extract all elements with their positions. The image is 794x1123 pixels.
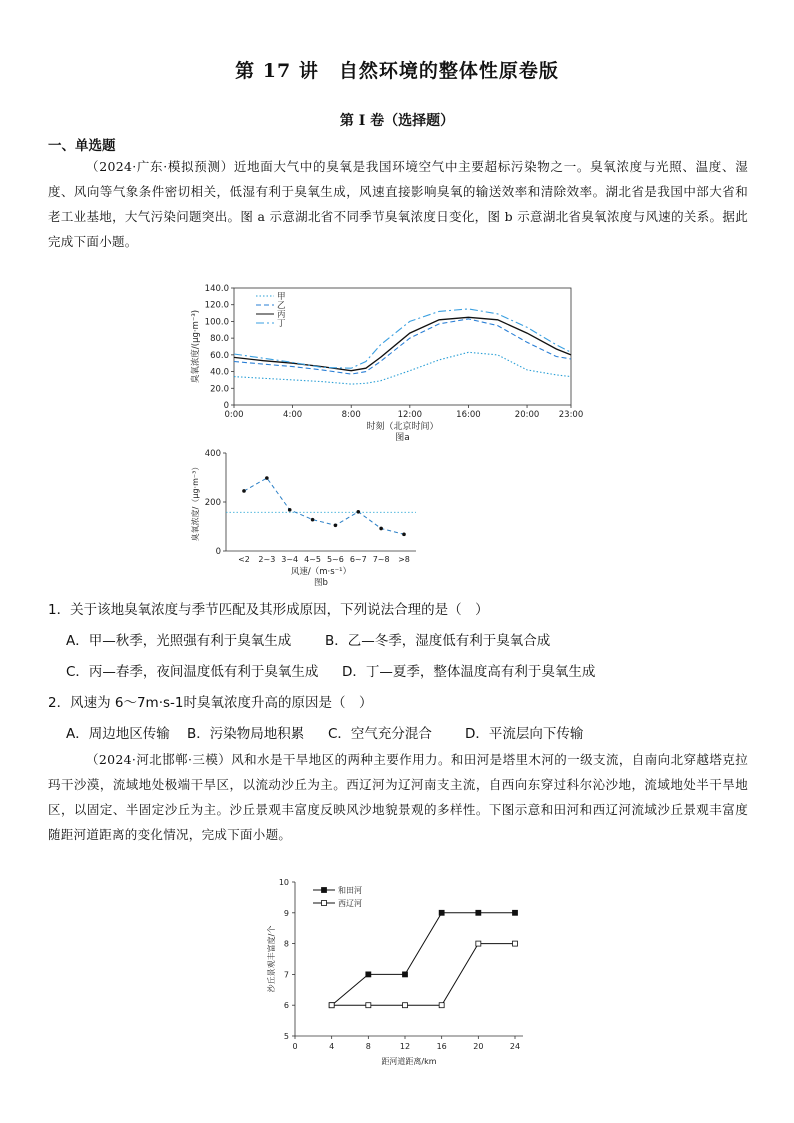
- legend-label: 丁: [277, 319, 286, 329]
- x-tick-label: 4~5: [304, 555, 322, 564]
- question-2-stem: 2．风速为 6～7m·s-1时臭氧浓度升高的原因是（ ）: [48, 695, 373, 711]
- x-tick-label: 16:00: [456, 410, 481, 420]
- series-line-和田河: [332, 913, 515, 1005]
- legend-label: 甲: [277, 292, 286, 302]
- x-tick-label: 7~8: [372, 555, 390, 564]
- data-point: [242, 489, 246, 493]
- y-tick-label: 10: [278, 878, 289, 887]
- y-tick-label: 0: [223, 401, 229, 411]
- x-tick-label: 12:00: [397, 410, 423, 420]
- chart-dune-richness: [260, 872, 530, 1072]
- data-point: [379, 527, 383, 531]
- q2-option-a[interactable]: A．周边地区传输: [66, 726, 170, 742]
- data-point: [265, 476, 269, 480]
- y-tick-label: 8: [283, 939, 289, 949]
- data-point: [334, 523, 338, 527]
- x-axis-label: 风速/（m·s⁻¹）: [290, 567, 352, 577]
- chart-caption: 图b: [314, 578, 328, 588]
- data-point: [439, 910, 444, 915]
- legend-marker: [322, 888, 327, 893]
- x-tick-label: 24: [509, 1042, 521, 1051]
- y-tick-label: 400: [204, 449, 221, 459]
- data-point: [476, 910, 481, 915]
- x-axis-label: 时刻（北京时间）: [366, 422, 439, 432]
- q2-option-d[interactable]: D．平流层向下传输: [465, 726, 584, 742]
- legend-label: 和田河: [338, 886, 362, 895]
- x-tick-label: 23:00: [558, 410, 584, 420]
- y-tick-label: 80.0: [210, 334, 229, 345]
- y-tick-label: 5: [283, 1032, 289, 1041]
- y-axis-label: 臭氧浓度/(μg·m⁻³): [191, 309, 201, 384]
- x-axis-label: 距河道距离/km: [381, 1057, 437, 1066]
- data-point: [476, 941, 481, 946]
- x-tick-label: 3~4: [281, 555, 299, 564]
- y-tick-label: 60.0: [210, 350, 229, 361]
- x-tick-label: 6~7: [349, 555, 367, 564]
- legend-label: 乙: [277, 301, 286, 311]
- q1-option-a[interactable]: A．甲—秋季，光照强有利于臭氧生成: [66, 633, 292, 649]
- x-tick-label: 0: [292, 1042, 298, 1051]
- data-point: [513, 941, 518, 946]
- y-tick-label: 120.0: [204, 300, 229, 311]
- x-tick-label: 4:00: [283, 410, 303, 420]
- chart-a: [186, 280, 606, 445]
- y-tick-label: 40.0: [210, 367, 229, 378]
- x-tick-label: <2: [238, 555, 250, 564]
- data-point: [402, 533, 406, 537]
- data-point: [329, 1003, 334, 1008]
- data-point: [356, 510, 360, 514]
- x-tick-label: 20: [473, 1042, 484, 1051]
- chart-caption: 图a: [395, 433, 410, 443]
- passage-ozone: （2024·广东·模拟预测）近地面大气中的臭氧是我国环境空气中主要超标污染物之一。臭氧浓度与光照、温度、湿度、风向等气象条件密切相关，低湿有利于臭氧生成，风速直接影响臭氧的输送效率和清除效率。湖北省是我国中部大省和老工业基地，大气污染问题突出。图 a 示意湖北省不同季节臭氧浓度日变化，图 b 示意湖北省臭氧浓度与风速的关系。据此完成下面小题。: [48, 159, 748, 249]
- data-point: [366, 972, 371, 977]
- y-tick-label: 20.0: [210, 384, 229, 395]
- data-point: [366, 1003, 371, 1008]
- x-tick-label: 20:00: [514, 410, 540, 420]
- page-title: 第 17 讲 自然环境的整体性原卷版: [235, 60, 559, 82]
- x-tick-label: 2~3: [258, 555, 276, 564]
- x-tick-label: 8:00: [341, 410, 361, 420]
- legend-marker: [322, 901, 327, 906]
- question-1-stem: 1．关于该地臭氧浓度与季节匹配及其形成原因，下列说法合理的是（ ）: [48, 602, 489, 618]
- legend-label: 西辽河: [338, 899, 362, 908]
- y-tick-label: 140.0: [204, 284, 229, 294]
- data-point: [311, 518, 315, 522]
- q1-option-d[interactable]: D．丁—夏季，整体温度高有利于臭氧生成: [342, 664, 596, 680]
- q2-option-c[interactable]: C．空气充分混合: [328, 726, 432, 742]
- y-tick-label: 6: [283, 1001, 289, 1011]
- data-point: [288, 508, 292, 512]
- x-tick-label: 4: [329, 1042, 335, 1051]
- x-tick-label: 8: [365, 1042, 371, 1051]
- y-tick-label: 0: [215, 547, 221, 557]
- passage-dunes: （2024·河北邯郸·三模）风和水是干旱地区的两种主要作用力。和田河是塔里木河的一级支流，自南向北穿越塔克拉玛干沙漠，流域地处极端干旱区，以流动沙丘为主。西辽河为辽河南支主流，自西向东穿过科尔沁沙地，流域地处半干旱地区，以固定、半固定沙丘为主。沙丘景观丰富度反映风沙地貌景观的多样性。下图示意和田河和西辽河流域沙丘景观丰富度随距河道距离的变化情况，完成下面小题。: [48, 752, 748, 842]
- x-tick-label: >8: [398, 555, 410, 564]
- data-point: [403, 972, 408, 977]
- y-tick-label: 9: [283, 908, 289, 918]
- series-line-西辽河: [332, 944, 515, 1006]
- series-line-甲: [234, 352, 571, 384]
- data-point: [403, 1003, 408, 1008]
- q1-option-b[interactable]: B．乙—冬季，湿度低有利于臭氧合成: [325, 633, 551, 649]
- section-heading: 一、单选题: [48, 138, 116, 154]
- x-tick-label: 0:00: [224, 410, 244, 420]
- y-tick-label: 200: [204, 498, 221, 508]
- series-line: [244, 478, 404, 534]
- q1-option-c[interactable]: C．丙—春季，夜间温度低有利于臭氧生成: [66, 664, 319, 680]
- data-point: [439, 1003, 444, 1008]
- y-tick-label: 100.0: [204, 317, 229, 328]
- data-point: [513, 910, 518, 915]
- volume-subtitle: 第 I 卷（选择题）: [339, 113, 455, 129]
- y-axis-label: 沙丘景观丰富度/个: [267, 925, 276, 993]
- x-tick-label: 5~6: [326, 555, 344, 564]
- x-tick-label: 12: [399, 1042, 411, 1051]
- y-tick-label: 7: [283, 970, 289, 980]
- legend-label: 丙: [277, 310, 286, 320]
- x-tick-label: 16: [436, 1042, 447, 1051]
- q2-option-b[interactable]: B．污染物局地积累: [187, 726, 305, 742]
- y-axis-label: 臭氧浓度/（μg·m⁻³）: [191, 462, 200, 542]
- chart-b: [186, 447, 426, 592]
